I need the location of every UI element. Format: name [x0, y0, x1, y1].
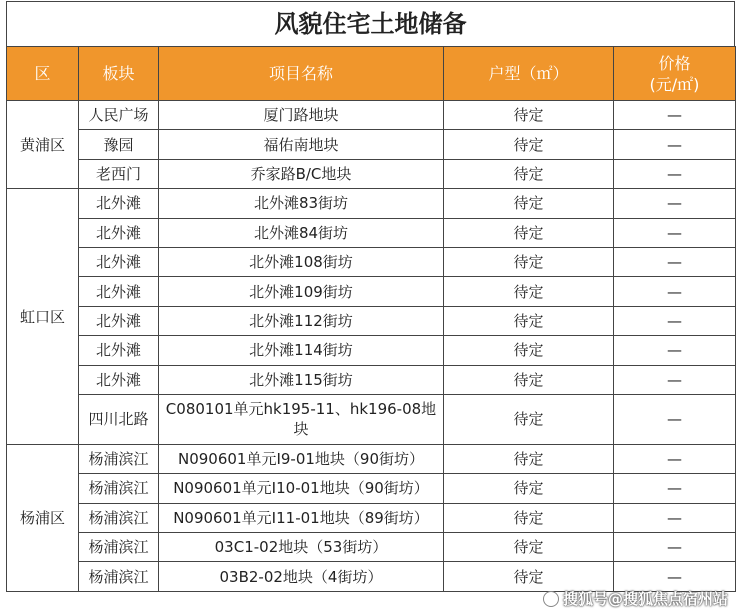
unit-area-cell: 待定	[444, 101, 614, 130]
table-row	[7, 365, 736, 394]
price-cell: —	[614, 474, 736, 503]
price-cell: —	[614, 247, 736, 276]
header-row	[7, 47, 736, 101]
project-name-cell: C080101单元hk195-11、hk196-08地块	[159, 394, 444, 444]
price-cell: —	[614, 365, 736, 394]
unit-area-cell: 待定	[444, 394, 614, 444]
land-reserve-table-container	[6, 1, 735, 592]
sohu-logo-icon	[543, 591, 559, 607]
price-cell: —	[614, 336, 736, 365]
price-cell: —	[614, 562, 736, 591]
price-cell: —	[614, 277, 736, 306]
table-row	[7, 247, 736, 276]
table-title: 风貌住宅土地储备	[6, 1, 735, 46]
watermark-text: 搜狐号@搜狐焦点宿州站	[562, 590, 728, 608]
table-row	[7, 189, 736, 218]
price-cell: —	[614, 394, 736, 444]
project-name-cell: 北外滩83街坊	[159, 189, 444, 218]
project-name-cell: N090601单元I9-01地块（90街坊）	[159, 444, 444, 473]
project-name-cell: 乔家路B/C地块	[159, 159, 444, 188]
table-row	[7, 562, 736, 591]
project-name-cell: 北外滩112街坊	[159, 306, 444, 335]
project-name-cell: 北外滩109街坊	[159, 277, 444, 306]
watermark	[543, 588, 728, 609]
table-row	[7, 394, 736, 444]
block-cell: 杨浦滨江	[79, 562, 159, 591]
block-cell: 杨浦滨江	[79, 474, 159, 503]
block-cell: 老西门	[79, 159, 159, 188]
project-name-cell: 厦门路地块	[159, 101, 444, 130]
table-row	[7, 130, 736, 159]
project-name-cell: 北外滩114街坊	[159, 336, 444, 365]
block-cell: 北外滩	[79, 218, 159, 247]
unit-area-cell: 待定	[444, 159, 614, 188]
header-district: 区	[7, 47, 79, 101]
unit-area-cell: 待定	[444, 247, 614, 276]
table-body	[7, 101, 736, 592]
price-cell: —	[614, 159, 736, 188]
header-block: 板块	[79, 47, 159, 101]
price-cell: —	[614, 533, 736, 562]
table-row	[7, 218, 736, 247]
block-cell: 杨浦滨江	[79, 533, 159, 562]
block-cell: 杨浦滨江	[79, 503, 159, 532]
block-cell: 人民广场	[79, 101, 159, 130]
price-cell: —	[614, 130, 736, 159]
price-cell: —	[614, 503, 736, 532]
table-row	[7, 336, 736, 365]
unit-area-cell: 待定	[444, 365, 614, 394]
price-cell: —	[614, 218, 736, 247]
block-cell: 北外滩	[79, 365, 159, 394]
table-row	[7, 444, 736, 473]
table-row	[7, 503, 736, 532]
block-cell: 杨浦滨江	[79, 444, 159, 473]
unit-area-cell: 待定	[444, 189, 614, 218]
unit-area-cell: 待定	[444, 277, 614, 306]
unit-area-cell: 待定	[444, 306, 614, 335]
unit-area-cell: 待定	[444, 562, 614, 591]
project-name-cell: N090601单元I10-01地块（90街坊）	[159, 474, 444, 503]
unit-area-cell: 待定	[444, 503, 614, 532]
price-cell: —	[614, 444, 736, 473]
block-cell: 北外滩	[79, 306, 159, 335]
unit-area-cell: 待定	[444, 474, 614, 503]
table-row	[7, 277, 736, 306]
project-name-cell: 03C1-02地块（53街坊）	[159, 533, 444, 562]
header-price	[614, 47, 736, 101]
unit-area-cell: 待定	[444, 218, 614, 247]
table-row	[7, 306, 736, 335]
price-cell: —	[614, 101, 736, 130]
block-cell: 豫园	[79, 130, 159, 159]
block-cell: 四川北路	[79, 394, 159, 444]
land-reserve-table	[6, 46, 736, 592]
table-row	[7, 101, 736, 130]
block-cell: 北外滩	[79, 336, 159, 365]
unit-area-cell: 待定	[444, 444, 614, 473]
district-cell: 杨浦区	[7, 444, 79, 591]
header-price-line1: 价格	[658, 53, 691, 73]
table-row	[7, 474, 736, 503]
header-price-line2: (元/㎡)	[649, 74, 700, 94]
project-name-cell: 福佑南地块	[159, 130, 444, 159]
project-name-cell: N090601单元I11-01地块（89街坊）	[159, 503, 444, 532]
unit-area-cell: 待定	[444, 336, 614, 365]
unit-area-cell: 待定	[444, 130, 614, 159]
header-unit-area: 户型（㎡）	[444, 47, 614, 101]
project-name-cell: 北外滩108街坊	[159, 247, 444, 276]
block-cell: 北外滩	[79, 189, 159, 218]
block-cell: 北外滩	[79, 247, 159, 276]
price-cell: —	[614, 306, 736, 335]
project-name-cell: 北外滩84街坊	[159, 218, 444, 247]
price-cell: —	[614, 189, 736, 218]
header-project-name: 项目名称	[159, 47, 444, 101]
district-cell: 虹口区	[7, 189, 79, 445]
unit-area-cell: 待定	[444, 533, 614, 562]
project-name-cell: 北外滩115街坊	[159, 365, 444, 394]
district-cell: 黄浦区	[7, 101, 79, 189]
table-row	[7, 159, 736, 188]
project-name-cell: 03B2-02地块（4街坊）	[159, 562, 444, 591]
block-cell: 北外滩	[79, 277, 159, 306]
table-row	[7, 533, 736, 562]
